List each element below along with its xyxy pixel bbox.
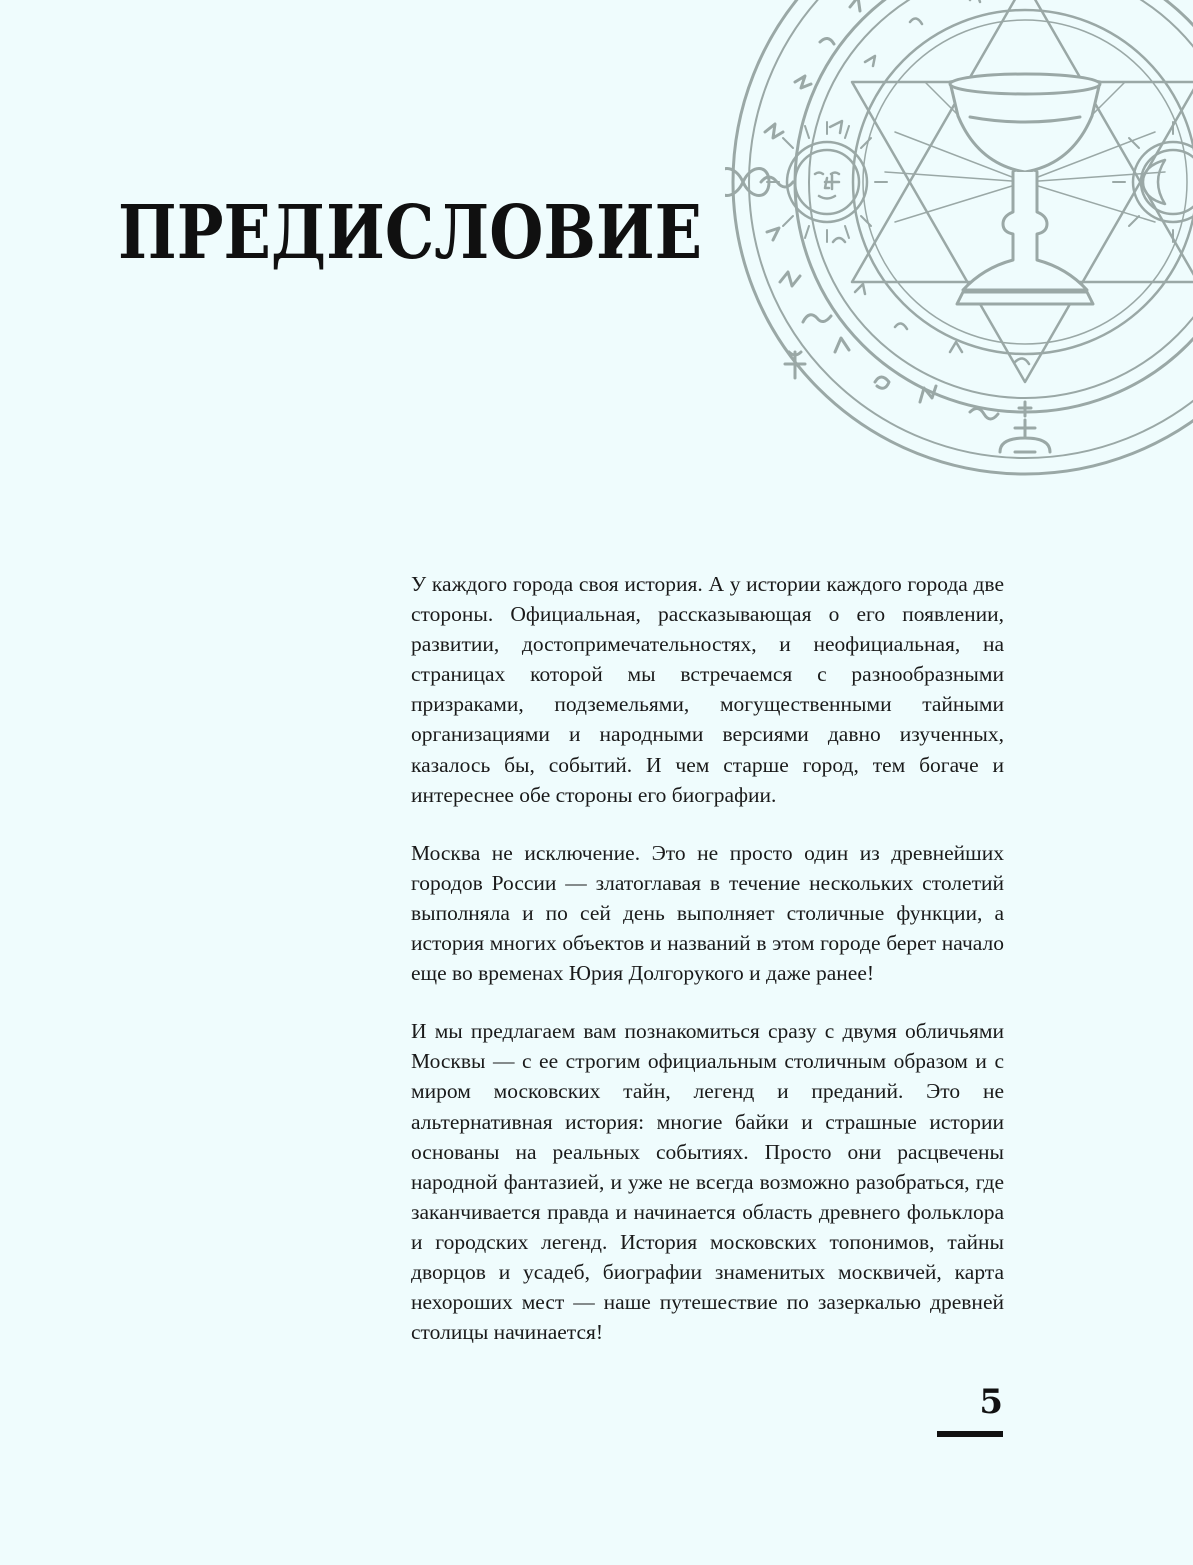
paragraph: Москва не исключение. Это не просто один из древнейших городов России — златоглавая в течение нескольких столетий выполняла и по сей день выполняет столичные функции, а история многих объектов и названий в этом городе берет начало еще во временах Юрия Долгорукого и даже ранее! bbox=[411, 840, 1004, 986]
paragraph: И мы предлагаем вам познакомиться сразу с двумя обличьями Москвы — с ее строгим официальным столичным образом и с миром московских тайн, легенд и преданий. Это не альтернативная история: многие байки и страшные истории основаны на реальных событиях. Просто они расцвечены народной фантазией, и уже не всегда возможно разобраться, где заканчивается правда и начинается область древнего фольклора и городских легенд. История московских топонимов, тайны дворцов и усадеб, биографии знаменитых москвичей, карта нехороших мест — наше путешествие по зазеркалью древней столицы начинается! bbox=[411, 1019, 1004, 1345]
body-text bbox=[411, 569, 1004, 1375]
page-number-rule bbox=[937, 1431, 1003, 1437]
occult-seal-with-chalice-sun-moon-icon bbox=[725, 0, 1193, 482]
page-number: 5 bbox=[979, 1382, 1003, 1422]
page-title: ПРЕДИСЛОВИЕ bbox=[118, 190, 703, 276]
paragraph: У каждого города своя история. А у истории каждого города две стороны. Официальная, рассказывающая о его появлении, развитии, достопримечательностях, и неофициальная, на страницах которой мы встречаемся с разнообразными призраками, подземельями, могущественными тайными организациями и народными версиями давно изученных, казалось бы, событий. И чем старше город, тем богаче и интереснее обе стороны его биографии. bbox=[411, 572, 1004, 807]
